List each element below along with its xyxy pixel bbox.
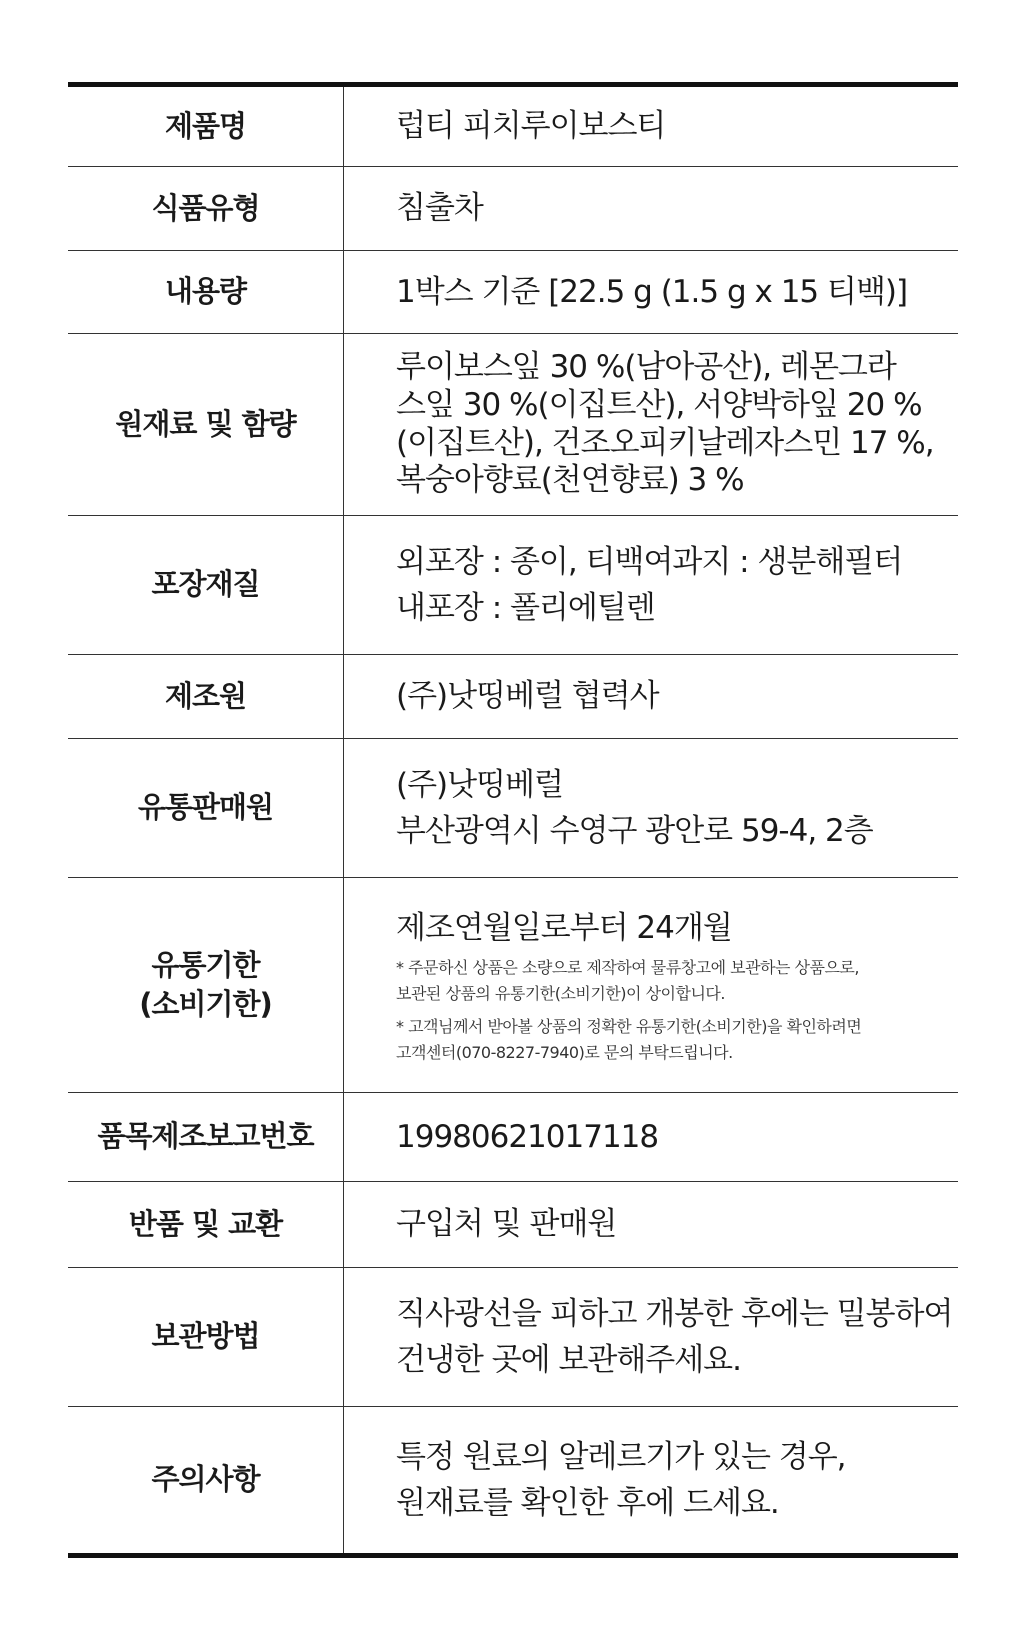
row-value (344, 516, 958, 654)
row-value (344, 167, 958, 250)
value-line: 부산광역시 수영구 광안로 59-4, 2층 (396, 813, 873, 849)
value-line: 외포장 : 종이, 티백여과지 : 생분해필터 (396, 543, 903, 580)
row-label: 제조원 (68, 655, 344, 738)
value-line: 내포장 : 폴리에틸렌 (396, 590, 655, 626)
row-value (344, 655, 958, 738)
value-line: 루이보스잎 30 %(남아공산), 레몬그라 (396, 348, 896, 385)
value-line: (주)낫띵베럴 협력사 (396, 678, 659, 715)
note-line: 보관된 상품의 유통기한(소비기한)이 상이합니다. (396, 983, 725, 1003)
row-value (344, 1407, 958, 1553)
value-line: (주)낫띵베럴 (396, 766, 563, 803)
row-cautions (68, 1407, 958, 1553)
row-label: 유통판매원 (68, 739, 344, 877)
product-info-table (68, 82, 958, 1558)
row-distributor (68, 739, 958, 878)
row-value (344, 1182, 958, 1267)
value-line: 원재료를 확인한 후에 드세요. (396, 1485, 779, 1521)
row-value (344, 334, 958, 515)
value-line: 제조연월일로부터 24개월 (396, 909, 732, 946)
note-line: * 고객님께서 받아볼 상품의 정확한 유통기한(소비기한)을 확인하려면 (396, 1017, 862, 1037)
row-label: 내용량 (68, 251, 344, 333)
value-line: 스잎 30 %(이집트산), 서양박하잎 20 % (396, 386, 922, 423)
row-food-type (68, 167, 958, 251)
note-line: * 주문하신 상품은 소량으로 제작하여 물류창고에 보관하는 상품으로, (396, 958, 859, 978)
value-line: 직사광선을 피하고 개봉한 후에는 밀봉하여 (396, 1295, 953, 1332)
row-value (344, 87, 958, 166)
row-label: 품목제조보고번호 (68, 1093, 344, 1181)
row-label: 주의사항 (68, 1407, 344, 1553)
row-label: 보관방법 (68, 1268, 344, 1406)
row-label: 포장재질 (68, 516, 344, 654)
value-line: 침출차 (396, 190, 483, 227)
value-line: 럽티 피치루이보스티 (396, 108, 666, 145)
label-line: 유통기한 (151, 947, 260, 982)
row-report-number (68, 1093, 958, 1182)
row-value (344, 1268, 958, 1406)
row-value (344, 251, 958, 333)
row-value (344, 739, 958, 877)
row-value (344, 1093, 958, 1181)
row-packaging (68, 516, 958, 655)
row-returns (68, 1182, 958, 1268)
expiry-note (396, 955, 958, 1006)
row-label (68, 878, 344, 1092)
row-value (344, 878, 958, 1092)
value-line: 구입처 및 판매원 (396, 1206, 617, 1243)
row-label: 원재료 및 함량 (68, 334, 344, 515)
row-label: 식품유형 (68, 167, 344, 250)
value-line: 복숭아향료(천연향료) 3 % (396, 462, 744, 499)
row-storage (68, 1268, 958, 1407)
value-line: 건냉한 곳에 보관해주세요. (396, 1342, 741, 1378)
value-line: (이집트산), 건조오피키날레자스민 17 %, (396, 424, 934, 461)
note-line: 고객센터(070-8227-7940)로 문의 부탁드립니다. (396, 1042, 733, 1062)
expiry-note (396, 1014, 958, 1065)
row-manufacturer (68, 655, 958, 739)
value-line: 특정 원료의 알레르기가 있는 경우, (396, 1438, 846, 1475)
row-net-content (68, 251, 958, 334)
label-line: (소비기한) (139, 987, 272, 1021)
value-line: 1박스 기준 [22.5 g (1.5 g x 15 티백)] (396, 273, 908, 310)
row-label: 반품 및 교환 (68, 1182, 344, 1267)
row-label: 제품명 (68, 87, 344, 166)
row-product-name (68, 87, 958, 167)
row-expiry (68, 878, 958, 1093)
row-ingredients (68, 334, 958, 516)
value-line: 19980621017118 (396, 1118, 659, 1155)
